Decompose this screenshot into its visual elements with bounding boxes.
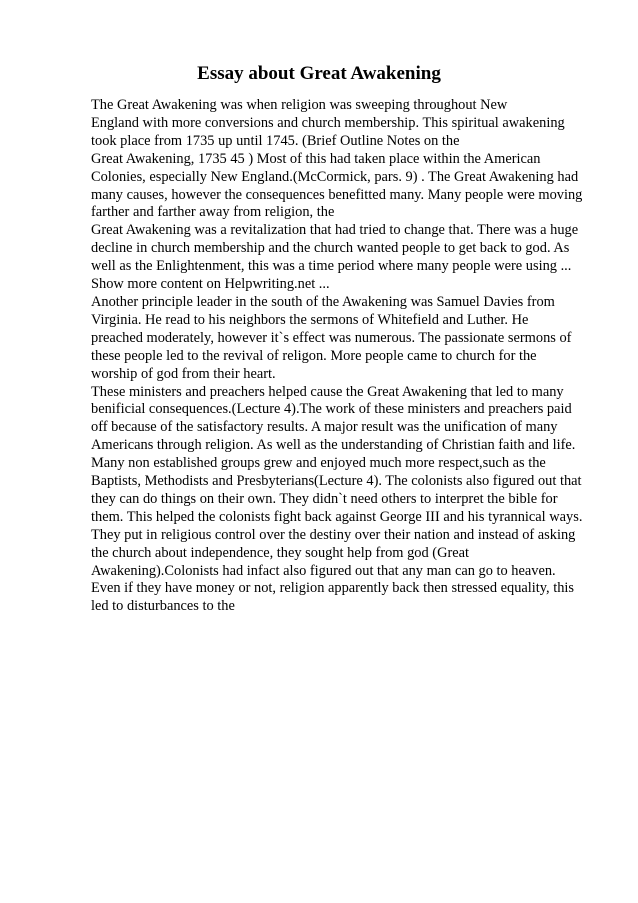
body-line: Another principle leader in the south of the Awakening was Samuel Davies from xyxy=(91,293,555,310)
body-line: Awakening).Colonists had infact also figured out that any man can go to heaven. xyxy=(91,562,556,579)
body-line: they can do things on their own. They didn`t need others to interpret the bible for xyxy=(91,490,558,507)
body-line: took place from 1735 up until 1745. (Brief Outline Notes on the xyxy=(91,132,460,149)
body-line: England with more conversions and church membership. This spiritual awakening xyxy=(91,114,565,131)
body-line: these people led to the revival of religon. More people came to church for the xyxy=(91,347,537,364)
body-line: them. This helped the colonists fight back against George III and his tyrannical ways. xyxy=(91,508,583,525)
body-line: These ministers and preachers helped cause the Great Awakening that led to many xyxy=(91,383,564,400)
body-line: off because of the satisfactory results. A major result was the unification of many xyxy=(91,419,558,436)
body-line: Even if they have money or not, religion apparently back then stressed equality, this xyxy=(91,580,575,597)
document-body xyxy=(91,97,601,616)
body-line: many causes, however the consequences benefitted many. Many people were moving xyxy=(91,186,583,203)
body-line: Great Awakening was a revitalization that had tried to change that. There was a huge xyxy=(91,222,579,239)
body-line: well as the Enlightenment, this was a time period where many people were using ... xyxy=(91,258,572,275)
body-line: farther and farther away from religion, the xyxy=(91,204,335,221)
show-more-link[interactable]: Show more content on Helpwriting.net ... xyxy=(91,276,330,293)
body-line: Virginia. He read to his neighbors the sermons of Whitefield and Luther. He xyxy=(91,311,529,328)
body-line: They put in religious control over the destiny over their nation and instead of asking xyxy=(91,526,576,543)
body-line: benificial consequences.(Lecture 4).The work of these ministers and preachers paid xyxy=(91,401,572,418)
body-line: Baptists, Methodists and Presbyterians(Lecture 4). The colonists also figured out that xyxy=(91,473,582,490)
body-line: Great Awakening, 1735 45 ) Most of this had taken place within the American xyxy=(91,150,541,167)
body-line: the church about independence, they sought help from god (Great xyxy=(91,544,470,561)
body-line: led to disturbances to the xyxy=(91,598,235,615)
body-line: Americans through religion. As well as the understanding of Christian faith and life. xyxy=(91,437,576,454)
body-line: The Great Awakening was when religion was sweeping throughout New xyxy=(91,97,508,113)
body-line: Many non established groups grew and enjoyed much more respect,such as the xyxy=(91,455,546,472)
body-line: preached moderately, however it`s effect was numerous. The passionate sermons of xyxy=(91,329,572,346)
document-title: Essay about Great Awakening xyxy=(197,63,441,84)
body-line: Colonies, especially New England.(McCormick, pars. 9) . The Great Awakening had xyxy=(91,168,579,185)
body-line: decline in church membership and the church wanted people to get back to god. As xyxy=(91,240,570,257)
body-line: worship of god from their heart. xyxy=(91,365,276,382)
